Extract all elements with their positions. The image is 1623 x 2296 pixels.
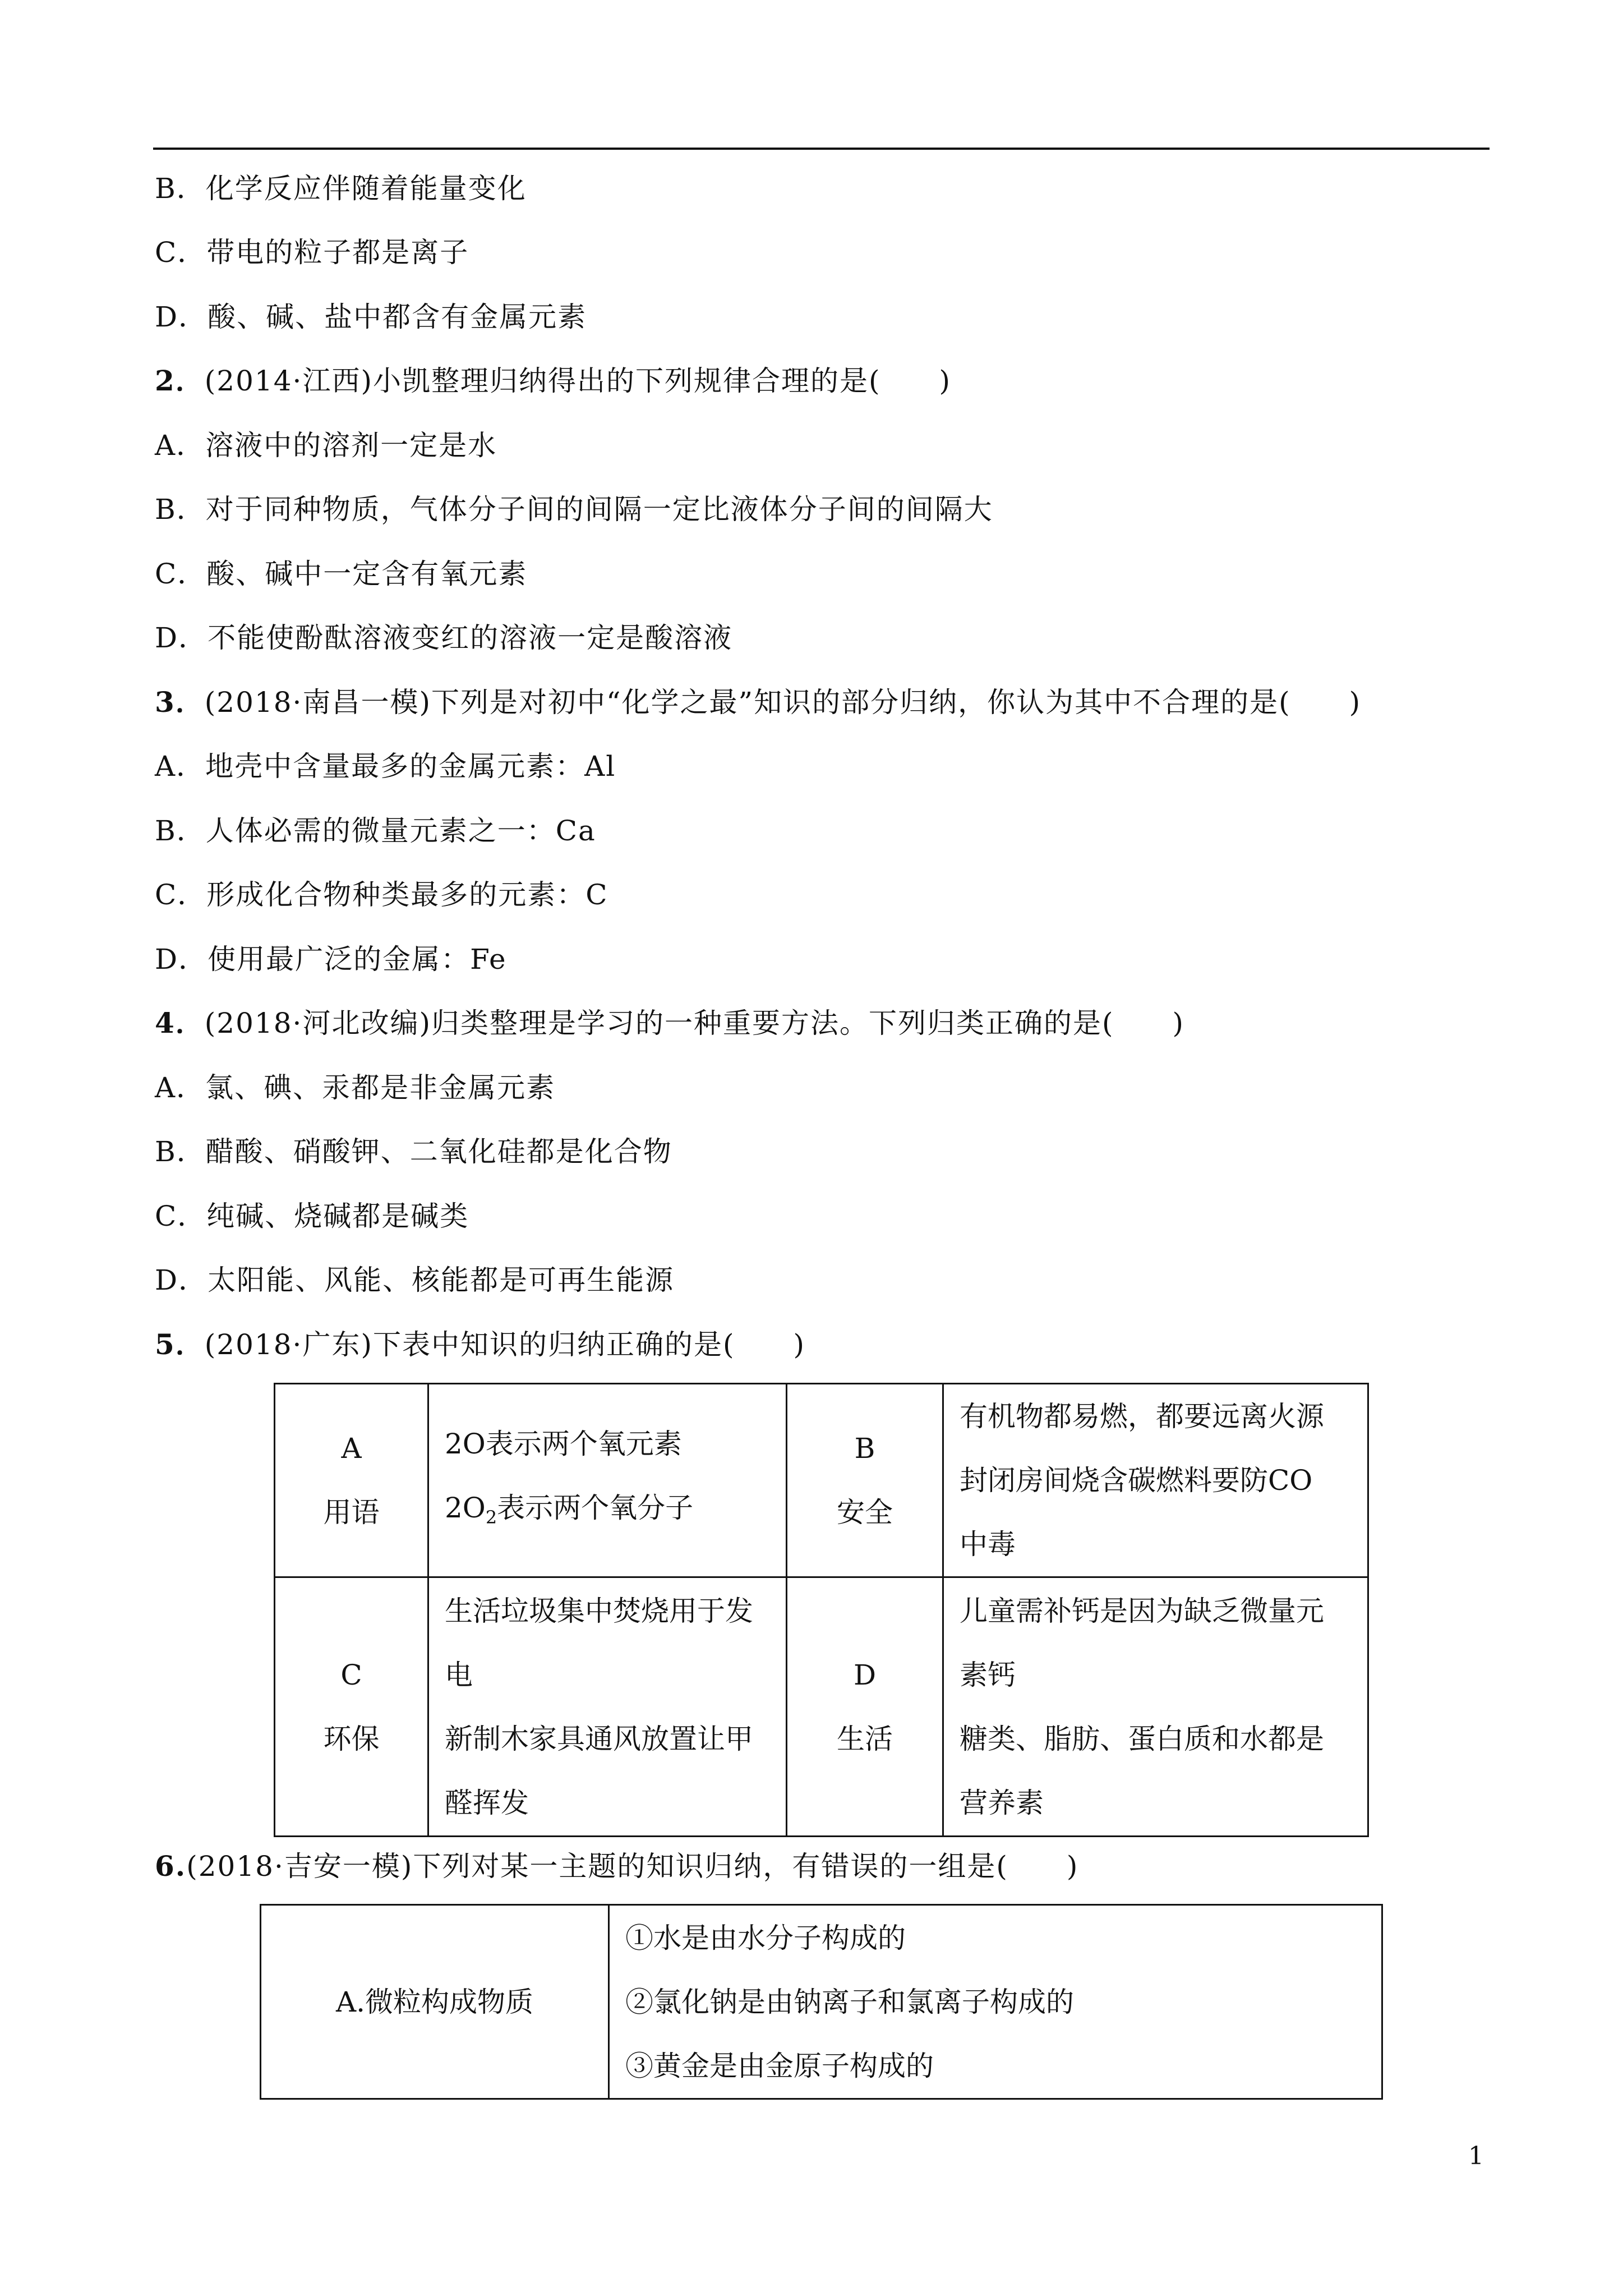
q5-cell-b-label (787, 1384, 943, 1577)
q6-stem: 6.(2018·吉安一模)下列对某一主题的知识归纳，有错误的一组是( ) (155, 1849, 1079, 1883)
q5-c-line-2: 电 (445, 1658, 473, 1691)
q5-d-label: 生活 (837, 1722, 893, 1755)
q3-stem: 3．(2018·南昌一模)下列是对初中“化学之最”知识的部分归纳，你认为其中不合理的是( ) (155, 685, 1362, 719)
q4-option-b: B．醋酸、硝酸钾、二氧化硅都是化合物 (155, 1135, 672, 1168)
q3-option-d: D．使用最广泛的金属：Fe (155, 943, 507, 976)
q3-option-c: C．形成化合物种类最多的元素：C (155, 878, 608, 911)
q5-d-line-4: 营养素 (960, 1786, 1044, 1819)
q5-a-line-1: 2O表示两个氧元素 (445, 1427, 682, 1460)
q5-stem: 5．(2018·广东)下表中知识的归纳正确的是( ) (155, 1328, 805, 1361)
q6-line-2: ②氯化钠是由钠离子和氯离子构成的 (625, 1985, 1074, 2018)
q4-stem: 4．(2018·河北改编)归类整理是学习的一种重要方法。下列归类正确的是( ) (155, 1006, 1184, 1039)
q3-option-b: B．人体必需的微量元素之一：Ca (155, 815, 596, 847)
q5-d-letter: D (853, 1658, 877, 1691)
q5-cell-c-content (428, 1577, 787, 1837)
q6-cell-label (261, 1905, 609, 2099)
q3-option-a: A．地壳中含量最多的金属元素：Al (155, 750, 616, 783)
q1-option-b: B．化学反应伴随着能量变化 (155, 172, 527, 205)
q4-option-a: A．氯、碘、汞都是非金属元素 (155, 1071, 556, 1104)
q1-option-d: D．酸、碱、盐中都含有金属元素 (155, 301, 587, 333)
q5-knowledge-table (274, 1383, 1369, 1837)
q5-b-line-1: 有机物都易燃，都要远离火源 (960, 1400, 1324, 1433)
q5-b-label: 安全 (837, 1496, 893, 1529)
q5-c-letter: C (340, 1658, 362, 1691)
q5-b-letter: B (854, 1432, 875, 1465)
q5-cell-a-content (428, 1384, 787, 1577)
q4-option-c: C．纯碱、烧碱都是碱类 (155, 1200, 469, 1232)
q5-table-row (275, 1384, 1368, 1577)
q5-b-line-2: 封闭房间烧含碳燃料要防CO (960, 1464, 1313, 1497)
q5-cell-a-label (275, 1384, 428, 1577)
q2-option-c: C．酸、碱中一定含有氧元素 (155, 558, 528, 590)
q2-option-d: D．不能使酚酞溶液变红的溶液一定是酸溶液 (155, 622, 733, 654)
q5-c-line-4: 醛挥发 (445, 1786, 529, 1819)
q5-cell-d-content (943, 1577, 1368, 1837)
q6-cell-content (609, 1905, 1382, 2099)
q5-c-label: 环保 (323, 1722, 380, 1755)
q5-table-row (275, 1577, 1368, 1837)
q1-option-c: C．带电的粒子都是离子 (155, 236, 469, 269)
q6-table-row (261, 1905, 1382, 2099)
q5-d-line-2: 素钙 (960, 1658, 1016, 1691)
q6-knowledge-table (260, 1904, 1383, 2100)
q5-cell-c-label (275, 1577, 428, 1837)
q4-option-d: D．太阳能、风能、核能都是可再生能源 (155, 1264, 675, 1296)
q5-b-line-3: 中毒 (960, 1528, 1016, 1561)
q5-cell-b-content (943, 1384, 1368, 1577)
q5-a-line-2: $2O_2$表示两个氧分子 (445, 1491, 694, 1528)
q2-option-a: A．溶液中的溶剂一定是水 (155, 429, 497, 462)
q6-line-3: ③黄金是由金原子构成的 (625, 2049, 934, 2082)
q5-d-line-1: 儿童需补钙是因为缺乏微量元 (960, 1594, 1324, 1627)
page-number: 1 (1468, 2142, 1484, 2170)
q5-d-line-3: 糖类、脂肪、蛋白质和水都是 (960, 1722, 1324, 1755)
q2-stem: 2．(2014·江西)小凯整理归纳得出的下列规律合理的是( ) (155, 364, 951, 397)
q5-c-line-3: 新制木家具通风放置让甲 (445, 1722, 753, 1755)
q5-c-line-1: 生活垃圾集中焚烧用于发 (445, 1594, 753, 1627)
q5-cell-d-label (787, 1577, 943, 1837)
q6-line-1: ①水是由水分子构成的 (625, 1921, 906, 1954)
q5-a-label: 用语 (323, 1496, 380, 1529)
header-rule (153, 148, 1490, 150)
q2-option-b: B．对于同种物质，气体分子间的间隔一定比液体分子间的间隔大 (155, 493, 993, 526)
q6-label: A.微粒构成物质 (335, 1985, 533, 2018)
q5-a-letter: A (341, 1432, 362, 1465)
